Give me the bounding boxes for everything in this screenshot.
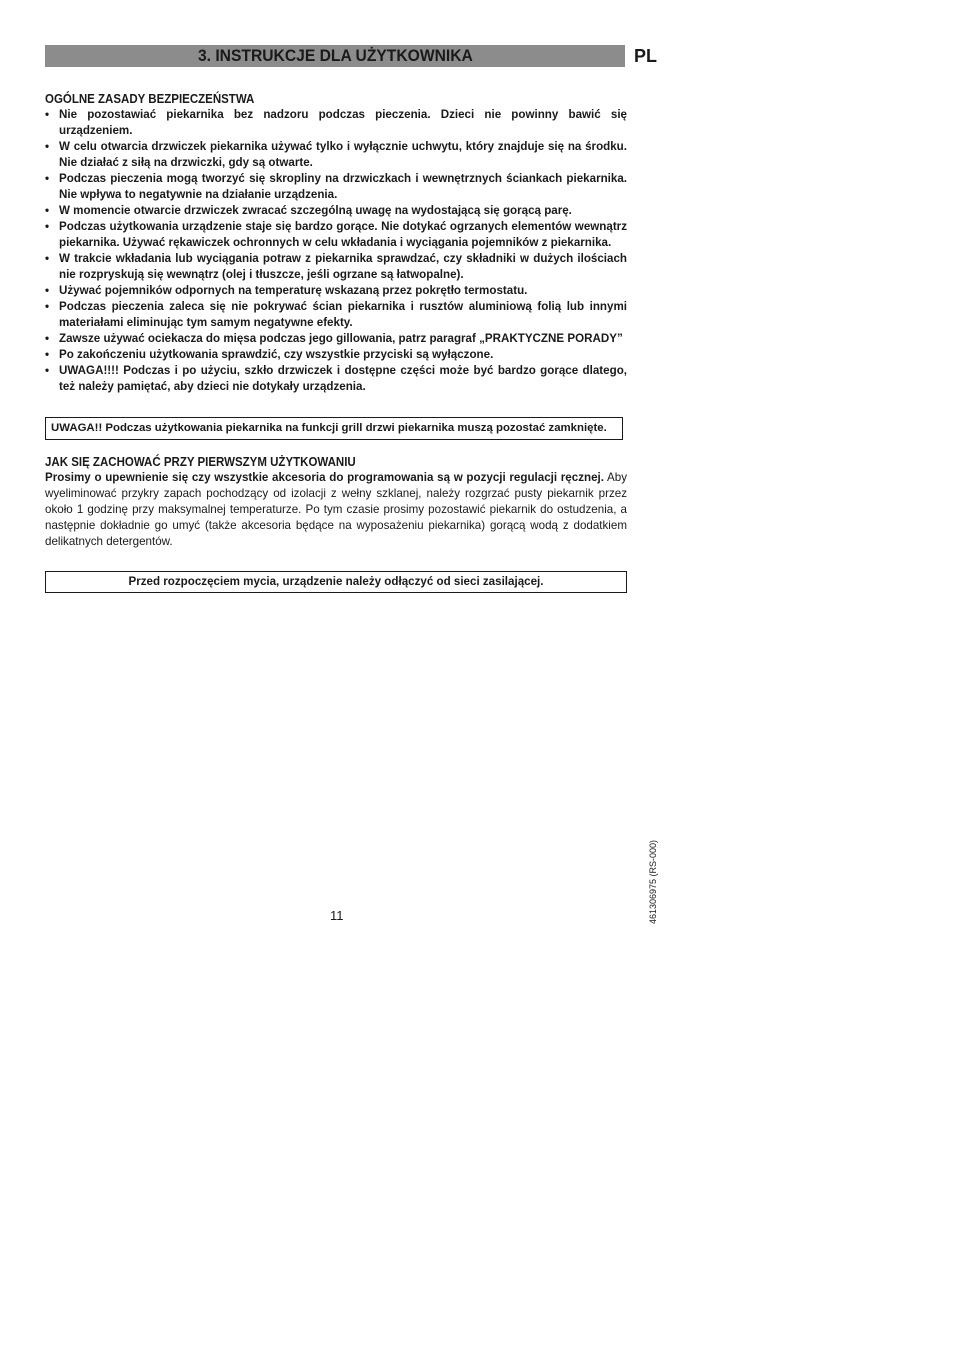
first-use-body: Aby wyeliminować przykry zapach pochodzący od izolacji z wełny szklanej, należy rozgrzać pusty piekarnik przez około 1 godzinę przy maksymalnej temperaturze. Po tym czasie prosimy pozostawić piekarnik do ostudzenia, a następnie dokładnie go umyć (także akcesoria będące na wyposażeniu piekarnika) gorącą wodą z dodatkiem delikatnych detergentów. [45, 471, 627, 548]
bullet-icon: • [45, 252, 50, 265]
page-content [45, 91, 627, 593]
safety-item: • W momencie otwarcie drzwiczek zwracać szczególną uwagę na wydostającą się gorącą parę. [45, 204, 572, 217]
safety-item: • Podczas użytkowania urządzenie staje się bardzo gorące. Nie dotykać ogrzanych elementów wewnątrz piekarnika. Używać rękawiczek ochronnych w celu wkładania i wyciągania pojemników z piekarnika. [45, 220, 627, 249]
bullet-icon: • [45, 220, 50, 233]
language-code: PL [634, 46, 658, 66]
grill-warning-box: UWAGA!! Podczas użytkowania piekarnika na funkcji grill drzwi piekarnika muszą pozostać zamknięte. [45, 417, 623, 440]
first-use-bold-lead: Prosimy o upewnienie się czy wszystkie akcesoria do programowania są w pozycji regulacji ręcznej. [45, 471, 604, 484]
safety-item: • Nie pozostawiać piekarnika bez nadzoru podczas pieczenia. Dzieci nie powinny bawić się urządzeniem. [45, 108, 627, 137]
bullet-icon: • [45, 348, 50, 361]
first-use-section [45, 454, 627, 550]
safety-item: • Podczas pieczenia zaleca się nie pokrywać ścian piekarnika i rusztów aluminiową folią lub innymi materiałami eliminując tym samym negatywne efekty. [45, 300, 627, 329]
safety-item: • Po zakończeniu użytkowania sprawdzić, czy wszystkie przyciski są wyłączone. [45, 348, 494, 361]
first-use-paragraph [45, 470, 627, 550]
bullet-icon: • [45, 172, 50, 185]
safety-item: • UWAGA!!!! Podczas i po użyciu, szkło drzwiczek i dostępne części może być bardzo gorące dlatego, też należy pamiętać, aby dzieci nie dotykały urządzenia. [45, 364, 627, 393]
section-header-bar [45, 45, 625, 67]
first-use-heading: JAK SIĘ ZACHOWAĆ PRZY PIERWSZYM UŻYTKOWANIU [45, 455, 356, 469]
cleaning-warning-box: Przed rozpoczęciem mycia, urządzenie należy odłączyć od sieci zasilającej. [45, 571, 627, 593]
safety-item: • W trakcie wkładania lub wyciągania potraw z piekarnika sprawdzać, czy składniki w dużych ilościach nie rozpryskują się wewnątrz (olej i tłuszcze, jeśli ogrzane są łatwopalne). [45, 252, 627, 281]
safety-item: • Podczas pieczenia mogą tworzyć się skropliny na drzwiczkach i wewnętrznych ściankach piekarnika. Nie wpływa to negatywnie na działanie urządzenia. [45, 172, 627, 201]
bullet-icon: • [45, 332, 50, 345]
bullet-icon: • [45, 204, 50, 217]
safety-item: • Zawsze używać ociekacza do mięsa podczas jego gillowania, patrz paragraf „PRAKTYCZNE PORADY” [45, 332, 623, 345]
bullet-icon: • [45, 300, 50, 313]
bullet-icon: • [45, 108, 50, 121]
page-number: 11 [330, 908, 344, 923]
safety-item: • Używać pojemników odpornych na temperaturę wskazaną przez pokrętło termostatu. [45, 284, 528, 297]
safety-heading: OGÓLNE ZASADY BEZPIECZEŃSTWA [45, 92, 255, 106]
safety-list [45, 107, 627, 395]
bullet-icon: • [45, 364, 50, 377]
section-title: 3. INSTRUKCJE DLA UŻYTKOWNIKA [197, 46, 473, 65]
document-code: 461306975 (RS-000) [648, 839, 658, 924]
bullet-icon: • [45, 284, 50, 297]
bullet-icon: • [45, 140, 50, 153]
safety-item: • W celu otwarcia drzwiczek piekarnika używać tylko i wyłącznie uchwytu, który znajduje się na środku. Nie działać z siłą na drzwiczki, gdy są otwarte. [45, 140, 627, 169]
